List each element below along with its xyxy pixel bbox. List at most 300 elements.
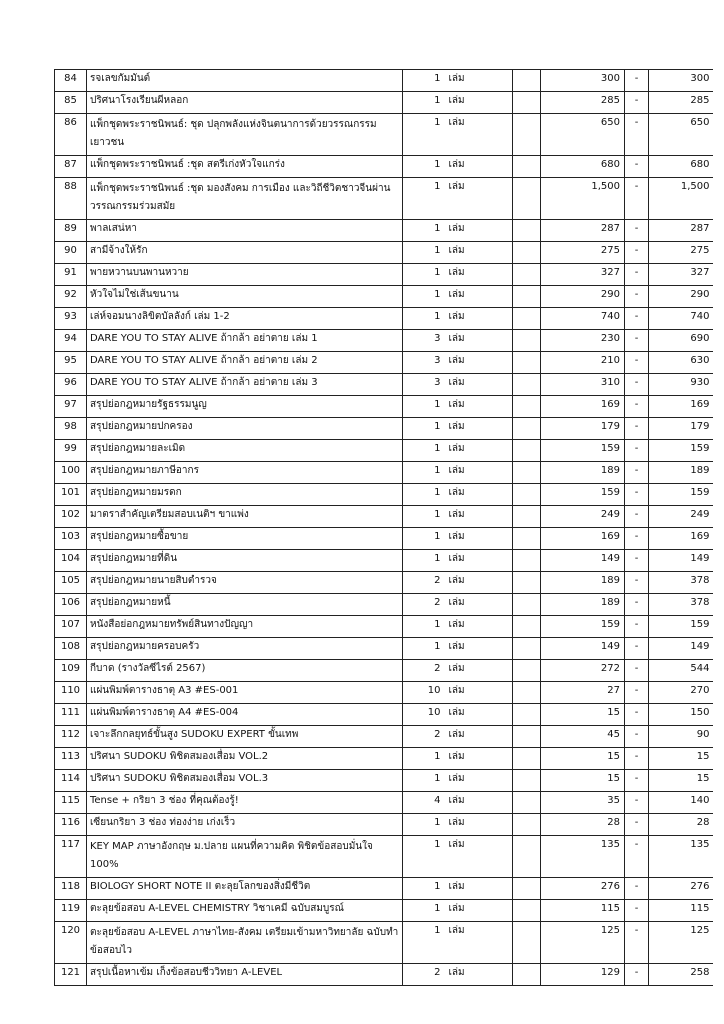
table-row — [55, 550, 713, 572]
row-number: 84 — [55, 70, 87, 92]
quantity: 1 — [403, 92, 445, 114]
item-name: แพ็กชุดพระราชนิพนธ์ :ชุด สตรีเก่งหัวใจแกร่ง — [87, 156, 403, 178]
dash-cell: - — [625, 178, 649, 220]
unit-label: เล่ม — [445, 396, 513, 418]
quantity: 1 — [403, 178, 445, 220]
unit-label: เล่ม — [445, 770, 513, 792]
quantity: 1 — [403, 836, 445, 878]
quantity: 1 — [403, 748, 445, 770]
item-name: พาลเสน่หา — [87, 220, 403, 242]
row-number: 114 — [55, 770, 87, 792]
unit-price: 15 — [541, 704, 625, 726]
unit-price: 159 — [541, 440, 625, 462]
row-number: 105 — [55, 572, 87, 594]
unit-price: 15 — [541, 748, 625, 770]
quantity: 1 — [403, 900, 445, 922]
table-body — [55, 70, 713, 986]
quantity: 3 — [403, 374, 445, 396]
unit-price: 169 — [541, 528, 625, 550]
dash-cell: - — [625, 792, 649, 814]
unit-label: เล่ม — [445, 638, 513, 660]
dash-cell: - — [625, 814, 649, 836]
dash-cell: - — [625, 156, 649, 178]
line-total: 650 — [649, 114, 713, 156]
unit-price: 28 — [541, 814, 625, 836]
dash-cell: - — [625, 264, 649, 286]
dash-cell: - — [625, 374, 649, 396]
row-number: 99 — [55, 440, 87, 462]
unit-label: เล่ม — [445, 660, 513, 682]
unit-price: 276 — [541, 878, 625, 900]
row-number: 103 — [55, 528, 87, 550]
unit-label: เล่ม — [445, 330, 513, 352]
unit-label: เล่ม — [445, 616, 513, 638]
dash-cell: - — [625, 550, 649, 572]
unit-label: เล่ม — [445, 792, 513, 814]
line-total: 930 — [649, 374, 713, 396]
dash-cell: - — [625, 770, 649, 792]
unit-price: 35 — [541, 792, 625, 814]
item-name: Tense + กริยา 3 ช่อง ที่คุณต้องรู้! — [87, 792, 403, 814]
table-row — [55, 594, 713, 616]
item-name: สรุปย่อกฎหมายภาษีอากร — [87, 462, 403, 484]
table-row — [55, 616, 713, 638]
dash-cell: - — [625, 286, 649, 308]
row-number: 108 — [55, 638, 87, 660]
line-total: 169 — [649, 396, 713, 418]
table-row — [55, 900, 713, 922]
item-name: ปริศนาโรงเรียนผีหลอก — [87, 92, 403, 114]
line-total: 159 — [649, 440, 713, 462]
line-total: 149 — [649, 638, 713, 660]
row-number: 120 — [55, 922, 87, 964]
unit-price: 287 — [541, 220, 625, 242]
unit-price: 27 — [541, 682, 625, 704]
table-row — [55, 814, 713, 836]
quantity: 1 — [403, 770, 445, 792]
quantity: 1 — [403, 462, 445, 484]
unit-price: 135 — [541, 836, 625, 878]
dash-cell: - — [625, 726, 649, 748]
item-name: สรุปย่อกฎหมายหนี้ — [87, 594, 403, 616]
blank-cell — [513, 770, 541, 792]
line-total: 327 — [649, 264, 713, 286]
item-name: หัวใจไม่ใช่เส้นขนาน — [87, 286, 403, 308]
quantity: 1 — [403, 878, 445, 900]
unit-label: เล่ม — [445, 594, 513, 616]
item-name: KEY MAP ภาษาอังกฤษ ม.ปลาย แผนที่ความคิด พิชิตข้อสอบมั่นใจ 100% — [87, 836, 403, 878]
blank-cell — [513, 352, 541, 374]
table-row — [55, 638, 713, 660]
item-name: BIOLOGY SHORT NOTE II ตะลุยโลกของสิ่งมีชีวิต — [87, 878, 403, 900]
item-name: เจาะลึกกลยุทธ์ขั้นสูง SUDOKU EXPERT ขั้นเทพ — [87, 726, 403, 748]
dash-cell: - — [625, 528, 649, 550]
dash-cell: - — [625, 484, 649, 506]
item-name: แพ็กชุดพระราชนิพนธ์: ชุด ปลุกพลังแห่งจินตนาการด้วยวรรณกรรมเยาวชน — [87, 114, 403, 156]
row-number: 92 — [55, 286, 87, 308]
item-name: กีบาด (รางวัลซีไรต์ 2567) — [87, 660, 403, 682]
unit-price: 650 — [541, 114, 625, 156]
row-number: 107 — [55, 616, 87, 638]
unit-price: 179 — [541, 418, 625, 440]
quantity: 1 — [403, 308, 445, 330]
dash-cell: - — [625, 92, 649, 114]
table-row — [55, 286, 713, 308]
dash-cell: - — [625, 878, 649, 900]
item-name: มาตราสำคัญเตรียมสอบเนติฯ ขาแพ่ง — [87, 506, 403, 528]
row-number: 89 — [55, 220, 87, 242]
unit-price: 159 — [541, 484, 625, 506]
unit-price: 149 — [541, 638, 625, 660]
row-number: 96 — [55, 374, 87, 396]
unit-label: เล่ม — [445, 964, 513, 986]
line-total: 125 — [649, 922, 713, 964]
table-row — [55, 462, 713, 484]
blank-cell — [513, 922, 541, 964]
item-name: รจเลขกัมมันต์ — [87, 70, 403, 92]
item-name: ปริศนา SUDOKU พิชิตสมองเสื่อม VOL.2 — [87, 748, 403, 770]
dash-cell: - — [625, 900, 649, 922]
dash-cell: - — [625, 660, 649, 682]
unit-label: เล่ม — [445, 220, 513, 242]
dash-cell: - — [625, 220, 649, 242]
dash-cell: - — [625, 308, 649, 330]
blank-cell — [513, 616, 541, 638]
line-total: 150 — [649, 704, 713, 726]
blank-cell — [513, 264, 541, 286]
unit-label: เล่ม — [445, 462, 513, 484]
blank-cell — [513, 462, 541, 484]
row-number: 97 — [55, 396, 87, 418]
table-row — [55, 178, 713, 220]
table-row — [55, 114, 713, 156]
blank-cell — [513, 484, 541, 506]
quantity: 1 — [403, 286, 445, 308]
quantity: 2 — [403, 660, 445, 682]
item-name: พายหวานบนพานหวาย — [87, 264, 403, 286]
row-number: 106 — [55, 594, 87, 616]
table-row — [55, 748, 713, 770]
item-name: สามีจ้างให้รัก — [87, 242, 403, 264]
row-number: 85 — [55, 92, 87, 114]
item-name: สรุปย่อกฎหมายรัฐธรรมนูญ — [87, 396, 403, 418]
blank-cell — [513, 220, 541, 242]
blank-cell — [513, 330, 541, 352]
unit-label: เล่ม — [445, 922, 513, 964]
row-number: 113 — [55, 748, 87, 770]
quantity: 1 — [403, 616, 445, 638]
table-row — [55, 156, 713, 178]
line-total: 249 — [649, 506, 713, 528]
table-row — [55, 726, 713, 748]
unit-label: เล่ม — [445, 748, 513, 770]
unit-label: เล่ม — [445, 572, 513, 594]
row-number: 86 — [55, 114, 87, 156]
unit-price: 740 — [541, 308, 625, 330]
row-number: 91 — [55, 264, 87, 286]
line-total: 115 — [649, 900, 713, 922]
row-number: 93 — [55, 308, 87, 330]
line-total: 276 — [649, 878, 713, 900]
unit-price: 327 — [541, 264, 625, 286]
table-row — [55, 660, 713, 682]
row-number: 111 — [55, 704, 87, 726]
item-name: แผ่นพิมพ์ตารางธาตุ A3 #ES-001 — [87, 682, 403, 704]
line-total: 169 — [649, 528, 713, 550]
dash-cell: - — [625, 418, 649, 440]
quantity: 1 — [403, 220, 445, 242]
line-total: 258 — [649, 964, 713, 986]
item-name: สรุปย่อกฎหมายนายสิบตำรวจ — [87, 572, 403, 594]
quantity: 1 — [403, 418, 445, 440]
blank-cell — [513, 242, 541, 264]
line-total: 159 — [649, 616, 713, 638]
blank-cell — [513, 572, 541, 594]
row-number: 90 — [55, 242, 87, 264]
unit-price: 249 — [541, 506, 625, 528]
unit-price: 115 — [541, 900, 625, 922]
table-row — [55, 264, 713, 286]
unit-label: เล่ม — [445, 242, 513, 264]
unit-price: 275 — [541, 242, 625, 264]
unit-label: เล่ม — [445, 836, 513, 878]
table-row — [55, 242, 713, 264]
line-total: 287 — [649, 220, 713, 242]
dash-cell: - — [625, 70, 649, 92]
unit-price: 125 — [541, 922, 625, 964]
line-total: 135 — [649, 836, 713, 878]
quantity: 2 — [403, 726, 445, 748]
unit-label: เล่ม — [445, 418, 513, 440]
table-row — [55, 352, 713, 374]
item-name: เล่ห์จอมนางลิขิตบัลลังก์ เล่ม 1-2 — [87, 308, 403, 330]
unit-label: เล่ม — [445, 352, 513, 374]
quantity: 2 — [403, 572, 445, 594]
item-name: แผ่นพิมพ์ตารางธาตุ A4 #ES-004 — [87, 704, 403, 726]
table-row — [55, 922, 713, 964]
item-name: แพ็กชุดพระราชนิพนธ์ :ชุด มองสังคม การเมือง และวิถีชีวิตชาวจีนผ่านวรรณกรรมร่วมสมัย — [87, 178, 403, 220]
unit-label: เล่ม — [445, 440, 513, 462]
line-total: 15 — [649, 748, 713, 770]
unit-label: เล่ม — [445, 114, 513, 156]
quantity: 1 — [403, 242, 445, 264]
row-number: 121 — [55, 964, 87, 986]
unit-price: 189 — [541, 572, 625, 594]
blank-cell — [513, 814, 541, 836]
blank-cell — [513, 900, 541, 922]
line-total: 300 — [649, 70, 713, 92]
row-number: 104 — [55, 550, 87, 572]
item-name: สรุปเนื้อหาเข้ม เก็งข้อสอบชีววิทยา A-LEVEL — [87, 964, 403, 986]
table-row — [55, 506, 713, 528]
dash-cell: - — [625, 462, 649, 484]
blank-cell — [513, 550, 541, 572]
item-name: DARE YOU TO STAY ALIVE ถ้ากล้า อย่าตาย เล่ม 3 — [87, 374, 403, 396]
item-name: สรุปย่อกฎหมายที่ดิน — [87, 550, 403, 572]
row-number: 112 — [55, 726, 87, 748]
quantity: 1 — [403, 922, 445, 964]
table-row — [55, 396, 713, 418]
item-name: ตะลุยข้อสอบ A-LEVEL ภาษาไทย-สังคม เตรียมเข้ามหาวิทยาลัย ฉบับทำข้อสอบไว — [87, 922, 403, 964]
quantity: 1 — [403, 506, 445, 528]
line-total: 378 — [649, 594, 713, 616]
row-number: 117 — [55, 836, 87, 878]
unit-label: เล่ม — [445, 878, 513, 900]
unit-label: เล่ม — [445, 528, 513, 550]
quantity: 4 — [403, 792, 445, 814]
unit-price: 210 — [541, 352, 625, 374]
unit-label: เล่ม — [445, 550, 513, 572]
quantity: 1 — [403, 396, 445, 418]
row-number: 87 — [55, 156, 87, 178]
unit-label: เล่ม — [445, 484, 513, 506]
quantity: 1 — [403, 550, 445, 572]
blank-cell — [513, 704, 541, 726]
table-row — [55, 418, 713, 440]
unit-label: เล่ม — [445, 900, 513, 922]
row-number: 98 — [55, 418, 87, 440]
unit-label: เล่ม — [445, 308, 513, 330]
line-total: 159 — [649, 484, 713, 506]
row-number: 119 — [55, 900, 87, 922]
unit-price: 129 — [541, 964, 625, 986]
dash-cell: - — [625, 704, 649, 726]
line-total: 690 — [649, 330, 713, 352]
unit-price: 310 — [541, 374, 625, 396]
price-table — [54, 69, 713, 986]
table-row — [55, 964, 713, 986]
table-row — [55, 770, 713, 792]
unit-price: 1,500 — [541, 178, 625, 220]
table-row — [55, 836, 713, 878]
item-name: สรุปย่อกฎหมายซื้อขาย — [87, 528, 403, 550]
quantity: 2 — [403, 594, 445, 616]
line-total: 90 — [649, 726, 713, 748]
row-number: 95 — [55, 352, 87, 374]
blank-cell — [513, 748, 541, 770]
table-row — [55, 704, 713, 726]
blank-cell — [513, 792, 541, 814]
unit-label: เล่ม — [445, 264, 513, 286]
row-number: 116 — [55, 814, 87, 836]
blank-cell — [513, 92, 541, 114]
blank-cell — [513, 440, 541, 462]
blank-cell — [513, 528, 541, 550]
quantity: 3 — [403, 352, 445, 374]
table-row — [55, 92, 713, 114]
quantity: 1 — [403, 156, 445, 178]
blank-cell — [513, 114, 541, 156]
item-name: เซียนกริยา 3 ช่อง ท่องง่าย เก่งเร็ว — [87, 814, 403, 836]
table-row — [55, 70, 713, 92]
unit-price: 680 — [541, 156, 625, 178]
unit-price: 15 — [541, 770, 625, 792]
quantity: 1 — [403, 638, 445, 660]
quantity: 1 — [403, 70, 445, 92]
table-row — [55, 878, 713, 900]
unit-label: เล่ม — [445, 814, 513, 836]
item-name: สรุปย่อกฎหมายปกครอง — [87, 418, 403, 440]
dash-cell: - — [625, 114, 649, 156]
row-number: 115 — [55, 792, 87, 814]
table-row — [55, 220, 713, 242]
row-number: 102 — [55, 506, 87, 528]
unit-label: เล่ม — [445, 156, 513, 178]
blank-cell — [513, 878, 541, 900]
unit-price: 285 — [541, 92, 625, 114]
item-name: สรุปย่อกฎหมายมรดก — [87, 484, 403, 506]
blank-cell — [513, 506, 541, 528]
unit-label: เล่ม — [445, 374, 513, 396]
unit-label: เล่ม — [445, 682, 513, 704]
line-total: 28 — [649, 814, 713, 836]
line-total: 544 — [649, 660, 713, 682]
blank-cell — [513, 374, 541, 396]
quantity: 2 — [403, 964, 445, 986]
line-total: 179 — [649, 418, 713, 440]
unit-label: เล่ม — [445, 726, 513, 748]
line-total: 270 — [649, 682, 713, 704]
line-total: 1,500 — [649, 178, 713, 220]
blank-cell — [513, 156, 541, 178]
row-number: 100 — [55, 462, 87, 484]
unit-price: 159 — [541, 616, 625, 638]
row-number: 109 — [55, 660, 87, 682]
row-number: 110 — [55, 682, 87, 704]
line-total: 275 — [649, 242, 713, 264]
unit-label: เล่ม — [445, 92, 513, 114]
dash-cell: - — [625, 440, 649, 462]
quantity: 10 — [403, 704, 445, 726]
table-row — [55, 682, 713, 704]
unit-price: 189 — [541, 462, 625, 484]
row-number: 118 — [55, 878, 87, 900]
unit-price: 149 — [541, 550, 625, 572]
dash-cell: - — [625, 682, 649, 704]
dash-cell: - — [625, 836, 649, 878]
dash-cell: - — [625, 396, 649, 418]
unit-price: 169 — [541, 396, 625, 418]
dash-cell: - — [625, 352, 649, 374]
dash-cell: - — [625, 964, 649, 986]
dash-cell: - — [625, 748, 649, 770]
blank-cell — [513, 178, 541, 220]
unit-price: 272 — [541, 660, 625, 682]
dash-cell: - — [625, 616, 649, 638]
item-name: DARE YOU TO STAY ALIVE ถ้ากล้า อย่าตาย เล่ม 1 — [87, 330, 403, 352]
blank-cell — [513, 682, 541, 704]
dash-cell: - — [625, 638, 649, 660]
blank-cell — [513, 638, 541, 660]
unit-price: 230 — [541, 330, 625, 352]
blank-cell — [513, 286, 541, 308]
quantity: 3 — [403, 330, 445, 352]
unit-label: เล่ม — [445, 70, 513, 92]
quantity: 10 — [403, 682, 445, 704]
unit-label: เล่ม — [445, 286, 513, 308]
unit-price: 300 — [541, 70, 625, 92]
dash-cell: - — [625, 572, 649, 594]
dash-cell: - — [625, 506, 649, 528]
blank-cell — [513, 964, 541, 986]
item-name: ปริศนา SUDOKU พิชิตสมองเสื่อม VOL.3 — [87, 770, 403, 792]
row-number: 88 — [55, 178, 87, 220]
blank-cell — [513, 70, 541, 92]
line-total: 285 — [649, 92, 713, 114]
item-name: สรุปย่อกฎหมายละเมิด — [87, 440, 403, 462]
line-total: 378 — [649, 572, 713, 594]
blank-cell — [513, 396, 541, 418]
